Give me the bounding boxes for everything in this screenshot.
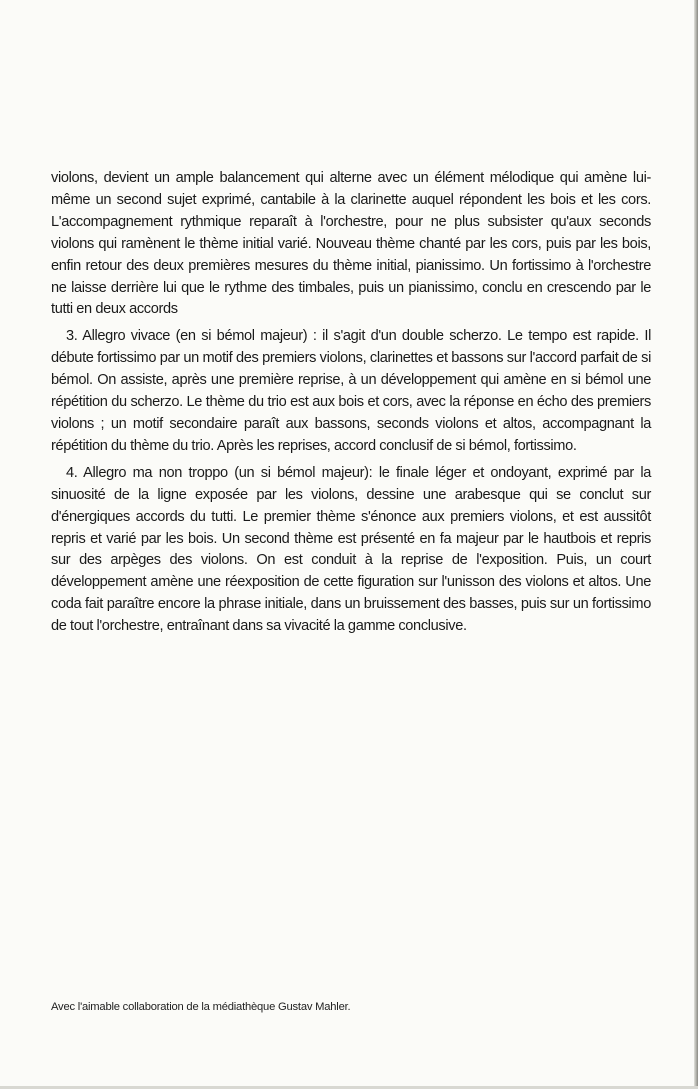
page-edge-shadow [694,0,698,1089]
body-text [51,168,651,643]
paragraph-continuation: violons, devient un ample balancement qui alterne avec un élément mélodique qui amène lui-même un second sujet exprimé, cantabile à la clarinette auquel répondent les bois et les cors. L'accompagnement rythmique reparaît à l'orchestre, pour ne plus subsister qu'aux seconds violons qui ramènent le thème initial varié. Nouveau thème chanté par les cors, puis par les bois, enfin retour des deux premières mesures du thème initial, pianissimo. Un fortissimo à l'orchestre ne laisse derrière lui que le rythme des timbales, puis un pianissimo, conclu en crescendo par le tutti en deux accords [51,170,651,318]
paragraph-allegro-ma-non-troppo: 4. Allegro ma non troppo (un si bémol majeur): le finale léger et ondoyant, exprimé par la sinuosité de la ligne exposée par les violons, dessine une arabesque qui se conclut sur d'énergiques accords du tutti. Le premier thème s'énonce aux premiers violons, et est aussitôt repris et varié par les bois. Un second thème est présenté en fa majeur par le hautbois et repris sur des arpèges des violons. On est conduit à la reprise de l'exposition. Puis, un court développement amène une réexposition de cette figuration sur l'unisson des violons et altos. Une coda fait paraître encore la phrase initiale, dans un bruissement des basses, puis sur un fortissimo de tout l'orchestre, entraînant dans sa vivacité la gamme conclusive. [51,464,651,635]
paragraph-allegro-vivace: 3. Allegro vivace (en si bémol majeur) : il s'agit d'un double scherzo. Le tempo est rapide. Il débute fortissimo par un motif des premiers violons, clarinettes et bassons sur l'accord parfait de si bémol. On assiste, après une première reprise, à un développement qui amène en si bémol une répétition du scherzo. Le thème du trio est aux bois et cors, avec la réponse en écho des premiers violons ; un motif secondaire paraît aux bassons, seconds violons et altos, accompagnant la répétition du thème du trio. Après les reprises, accord conclusif de si bémol, fortissimo. [51,328,651,454]
acknowledgement-note: Avec l'aimable collaboration de la médiathèque Gustav Mahler. [51,1001,351,1013]
